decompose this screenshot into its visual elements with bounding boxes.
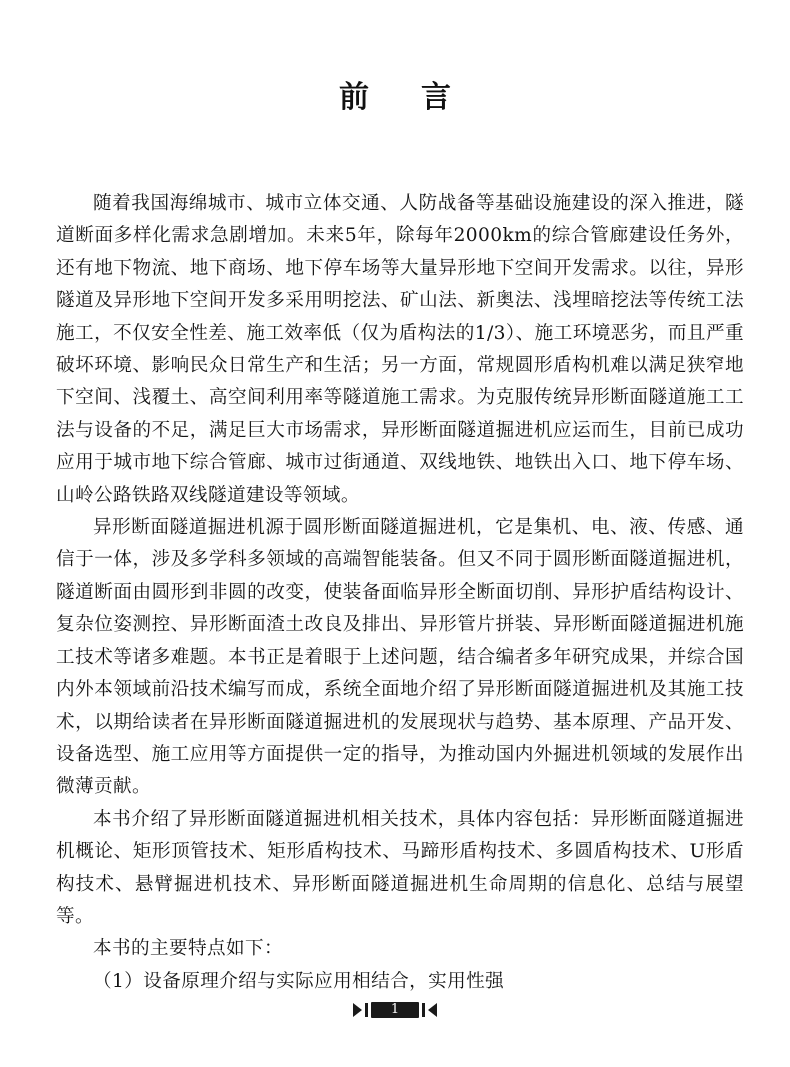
paragraph-background: 随着我国海绵城市、城市立体交通、人防战备等基础设施建设的深入推进，隧道断面多样化需求急剧增加。未来5年，除每年2000km的综合管廊建设任务外，还有地下物流、地下商场、地下停车场等大量异形地下空间开发需求。以往，异形隧道及异形地下空间开发多采用明挖法、矿山法、新奥法、浅埋暗挖法等传统工法施工，不仅安全性差、施工效率低（仅为盾构法的1/3）、施工环境恶劣，而且严重破坏环境、影响民众日常生产和生活；另一方面，常规圆形盾构机难以满足狭窄地下空间、浅覆土、高空间利用率等隧道施工需求。为克服传统异形断面隧道施工工法与设备的不足，满足巨大市场需求，异形断面隧道掘进机应运而生，目前已成功应用于城市地下综合管廊、城市过街通道、双线地铁、地铁出入口、地下停车场、山岭公路铁路双线隧道建设等领域。 xyxy=(56,193,744,506)
paragraph-technology: 异形断面隧道掘进机源于圆形断面隧道掘进机，它是集机、电、液、传感、通信于一体，涉及多学科多领域的高端智能装备。但又不同于圆形断面隧道掘进机，隧道断面由圆形到非圆的改变，使装备面临异形全断面切削、异形护盾结构设计、复杂位姿测控、异形断面渣土改良及排出、异形管片拼装、异形断面隧道掘进机施工技术等诸多难题。本书正是着眼于上述问题，结合编者多年研究成果，并综合国内外本领域前沿技术编写而成，系统全面地介绍了异形断面隧道掘进机及其施工技术，以期给读者在异形断面隧道掘进机的发展现状与趋势、基本原理、产品开发、设备选型、施工应用等方面提供一定的指导，为推动国内外掘进机领域的发展作出微薄贡献。 xyxy=(56,517,744,798)
page-footer xyxy=(0,998,790,1022)
arrow-left-icon xyxy=(428,1003,437,1017)
body-text xyxy=(56,188,744,998)
page-title: 前言 xyxy=(339,80,503,115)
list-item-feature-1: （1）设备原理介绍与实际应用相结合，实用性强 xyxy=(93,970,505,992)
paragraph-features-intro: 本书的主要特点如下： xyxy=(93,938,283,960)
arrow-right-icon xyxy=(353,1003,362,1017)
page-number: 1 xyxy=(371,1002,419,1018)
page-number-ornament xyxy=(353,1002,437,1018)
bar-icon xyxy=(422,1003,425,1017)
paragraph-contents: 本书介绍了异形断面隧道掘进机相关技术，具体内容包括：异形断面隧道掘进机概论、矩形顶管技术、矩形盾构技术、马蹄形盾构技术、多圆盾构技术、U形盾构技术、悬臂掘进机技术、异形断面隧道掘进机生命周期的信息化、总结与展望等。 xyxy=(56,808,744,927)
bar-icon xyxy=(365,1003,368,1017)
